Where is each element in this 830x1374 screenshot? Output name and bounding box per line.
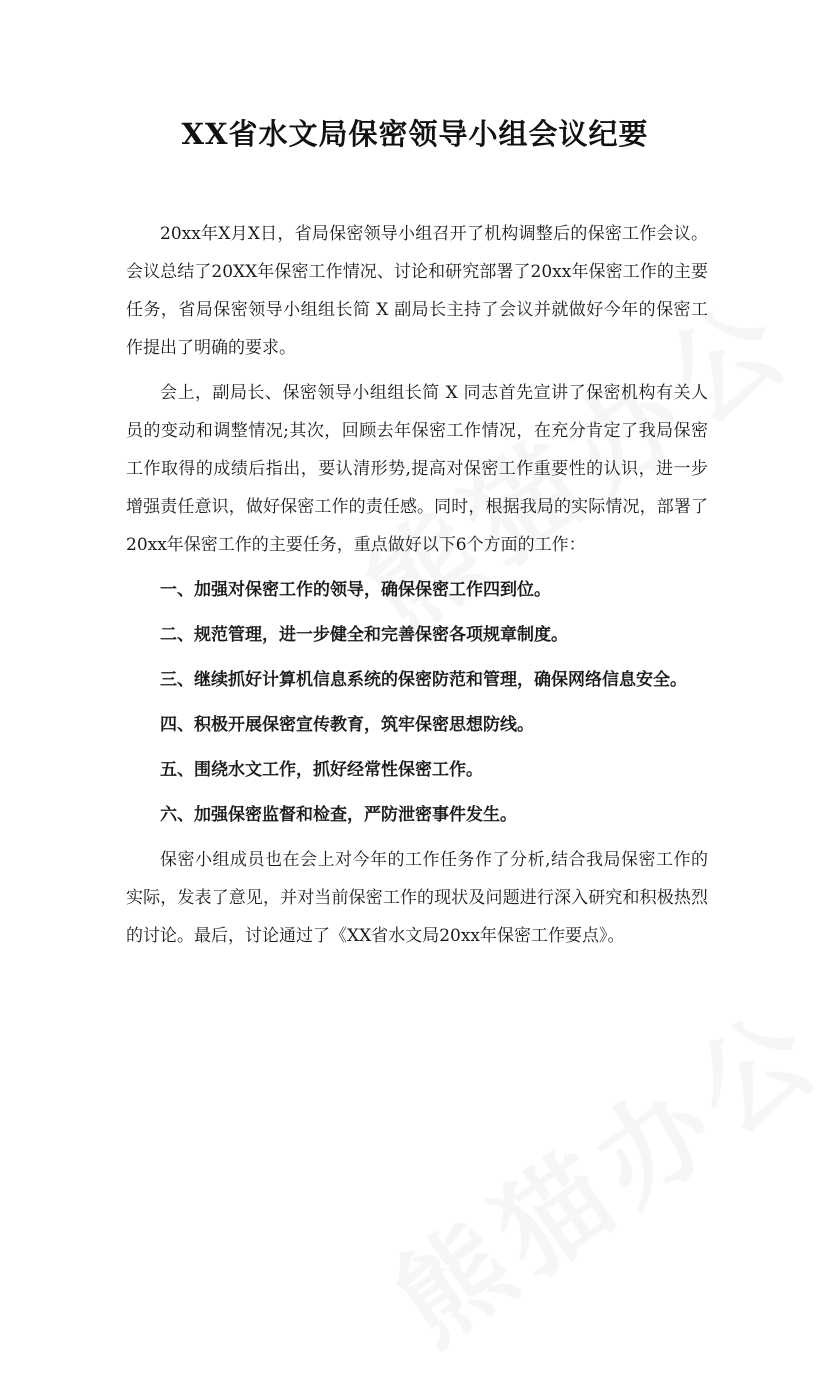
list-item: 五、围绕水文工作，抓好经常性保密工作。 — [160, 760, 483, 780]
document-body — [126, 215, 708, 962]
list-item: 四、积极开展保密宣传教育，筑牢保密思想防线。 — [160, 715, 534, 735]
document-title: XX省水文局保密领导小组会议纪要 — [181, 117, 649, 151]
paragraph-closing: 保密小组成员也在会上对今年的工作任务作了分析,结合我局保密工作的实际，发表了意见，并对当前保密工作的现状及问题进行深入研究和积极热烈的讨论。最后，讨论通过了《XX省水文局20xx年保密工作要点》。 — [126, 850, 708, 946]
list-item: 一、加强对保密工作的领导，确保保密工作四到位。 — [160, 580, 551, 600]
paragraph-meeting: 会上，副局长、保密领导小组组长简 X 同志首先宣讲了保密机构有关人员的变动和调整情况;其次，回顾去年保密工作情况，在充分肯定了我局保密工作取得的成绩后指出，要认清形势,提高对保密工作重要性的认识，进一步增强责任意识，做好保密工作的责任感。同时，根据我局的实际情况，部署了20xx年保密工作的主要任务，重点做好以下6个方面的工作： — [126, 383, 708, 555]
paragraph-intro: 20xx年X月X日，省局保密领导小组召开了机构调整后的保密工作会议。会议总结了20XX年保密工作情况、讨论和研究部署了20xx年保密工作的主要任务，省局保密领导小组组长简 X 副局长主持了会议并就做好今年的保密工作提出了明确的要求。 — [126, 224, 708, 358]
list-item: 六、加强保密监督和检查，严防泄密事件发生。 — [160, 805, 517, 825]
list-item: 三、继续抓好计算机信息系统的保密防范和管理，确保网络信息安全。 — [160, 670, 687, 690]
watermark — [359, 964, 830, 1373]
list-item: 二、规范管理，进一步健全和完善保密各项规章制度。 — [160, 625, 568, 645]
